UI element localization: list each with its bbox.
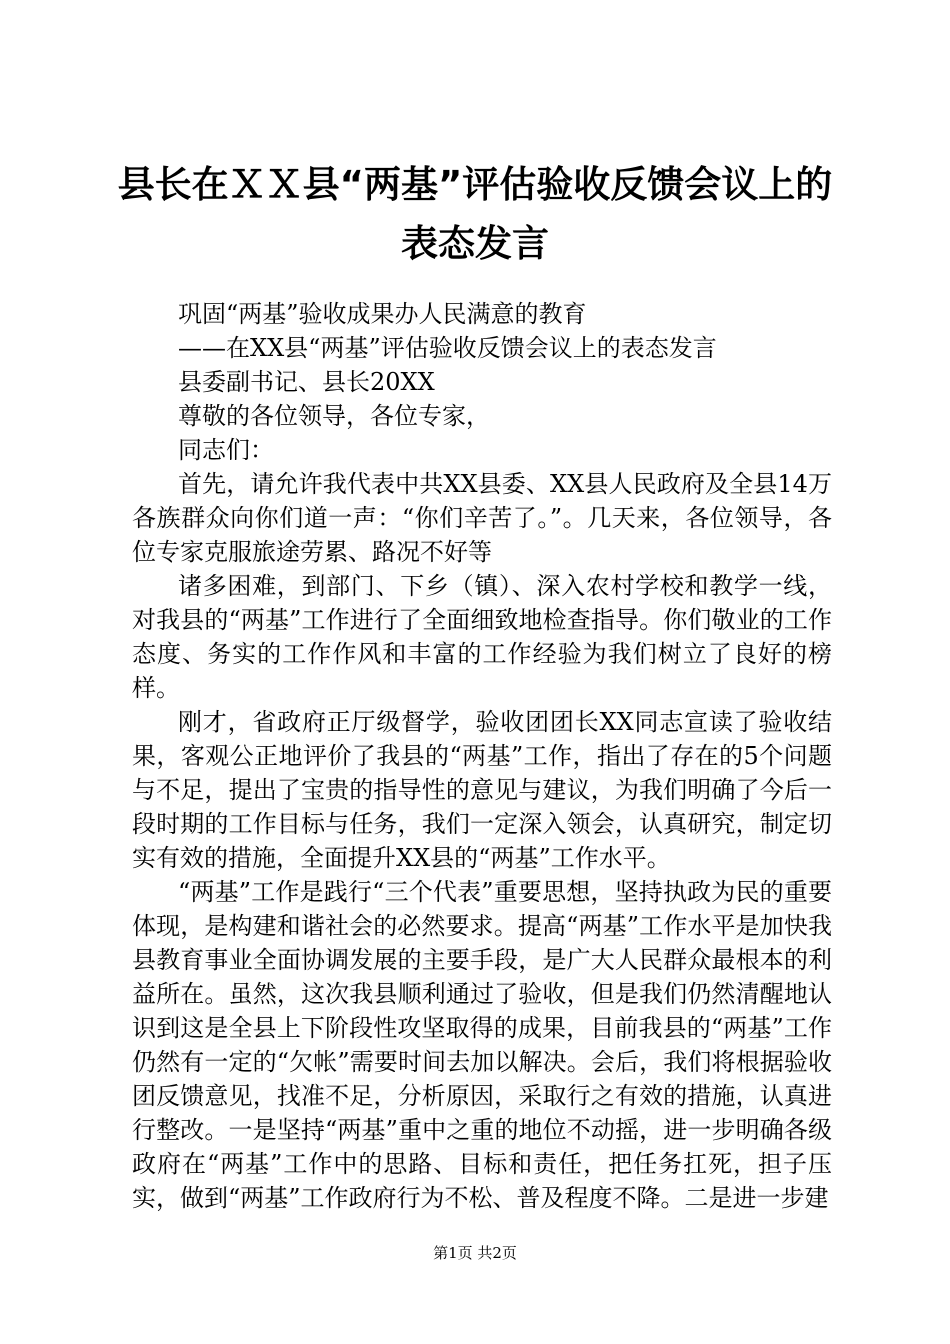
document-title-line-1: 县长在ＸＸ县“两基”评估验收反馈会议上的	[117, 163, 833, 206]
paragraph-2: 诸多困难，到部门、下乡（镇）、深入农村学校和教学一线，对我县的“两基”工作进行了全面细致地检查指导。你们敬业的工作态度、务实的工作作风和丰富的工作经验为我们树立了良好的榜样。	[132, 572, 832, 702]
paragraph-4: “两基”工作是践行“三个代表”重要思想，坚持执政为民的重要体现，是构建和谐社会的必然要求。提高“两基”工作水平是加快我县教育事业全面协调发展的主要手段，是广大人民群众最根本的利益所在。虽然，这次我县顺利通过了验收，但是我们仍然清醒地认识到这是全县上下阶段性攻坚取得的成果，目前我县的“两基”工作仍然有一定的“欠帐”需要时间去加以解决。会后，我们将根据验收团反馈意见，找准不足，分析原因，采取行之有效的措施，认真进行整改。一是坚持“两基”重中之重的地位不动摇，进一步明确各级政府在“两基”工作中的思路、目标和责任，把任务扛死，担子压实，做到“两基”工作政府行为不松、普及程度不降。二是进一步建	[132, 878, 832, 1212]
salutation-comrades: 同志们：	[178, 436, 274, 464]
document-body	[132, 297, 832, 1215]
document-title-line-2: 表态发言	[401, 222, 549, 265]
paragraph-1: 首先，请允许我代表中共XX县委、XX县人民政府及全县14万各族群众向你们道一声：“你们辛苦了。”。几天来，各位领导，各位专家克服旅途劳累、路况不好等	[132, 470, 832, 566]
subtitle: 巩固“两基”验收成果办人民满意的教育	[178, 300, 587, 328]
salutation: 尊敬的各位领导，各位专家，	[178, 402, 490, 430]
subtitle-occasion: ——在XX县“两基”评估验收反馈会议上的表态发言	[178, 334, 717, 362]
speaker-line: 县委副书记、县长20XX	[178, 368, 435, 396]
paragraph-3: 刚才，省政府正厅级督学，验收团团长XX同志宣读了验收结果，客观公正地评价了我县的“两基”工作，指出了存在的5个问题与不足，提出了宝贵的指导性的意见与建议，为我们明确了今后一段时期的工作目标与任务，我们一定深入领会，认真研究，制定切实有效的措施，全面提升XX县的“两基”工作水平。	[132, 708, 832, 872]
page-number-footer: 第1页 共2页	[433, 1244, 517, 1262]
